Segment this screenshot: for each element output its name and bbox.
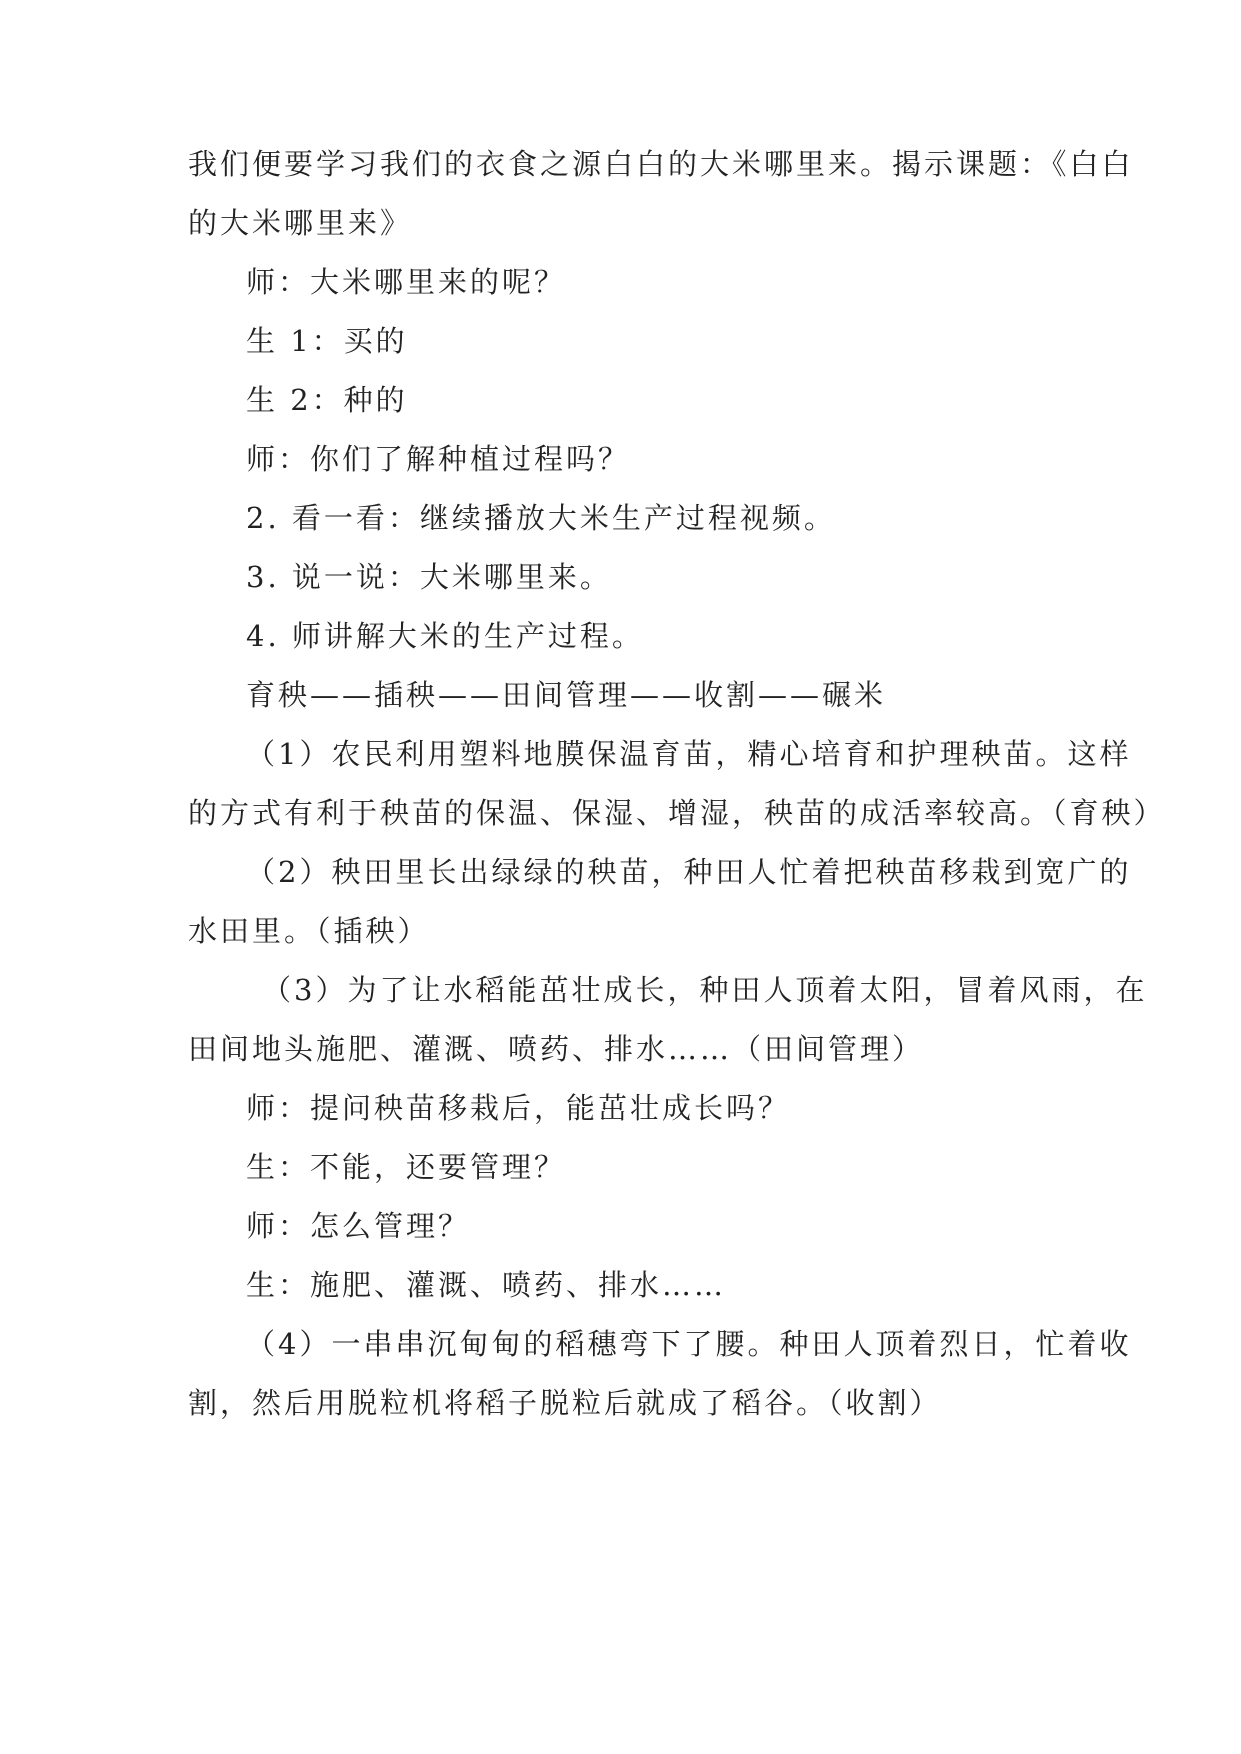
text-line: 4. 师讲解大米的生产过程。	[246, 619, 644, 653]
text-line: 的大米哪里来》	[188, 206, 413, 240]
text-line: 生：施肥、灌溉、喷药、排水……	[246, 1268, 727, 1302]
text-line: 生 1：买的	[246, 324, 408, 358]
text-line: （4）一串串沉甸甸的稻穗弯下了腰。种田人顶着烈日，忙着收	[246, 1327, 1132, 1361]
text-line: （2）秧田里长出绿绿的秧苗，种田人忙着把秧苗移栽到宽广的	[246, 855, 1132, 889]
text-line: （3）为了让水稻能茁壮成长，种田人顶着太阳，冒着风雨，在	[262, 973, 1148, 1007]
text-line: 割，然后用脱粒机将稻子脱粒后就成了稻谷。（收割）	[188, 1386, 942, 1420]
text-line: 我们便要学习我们的衣食之源白白的大米哪里来。揭示课题：《白白	[188, 147, 1134, 181]
text-line: 师：提问秧苗移栽后，能茁壮成长吗？	[246, 1091, 791, 1125]
text-line: 3. 说一说：大米哪里来。	[246, 560, 612, 594]
text-line: 的方式有利于秧苗的保温、保湿、增湿，秧苗的成活率较高。（育秧）	[188, 796, 1166, 830]
text-line: 生：不能，还要管理？	[246, 1150, 567, 1184]
text-line: 田间地头施肥、灌溉、喷药、排水……（田间管理）	[188, 1032, 925, 1066]
text-line: （1）农民利用塑料地膜保温育苗，精心培育和护理秧苗。这样	[246, 737, 1132, 771]
text-line: 水田里。（插秧）	[188, 914, 430, 948]
text-line: 师：怎么管理？	[246, 1209, 471, 1243]
text-line: 育秧——插秧——田间管理——收割——碾米	[246, 678, 887, 712]
text-line: 师：大米哪里来的呢？	[246, 265, 567, 299]
text-line: 师：你们了解种植过程吗？	[246, 442, 631, 476]
text-line: 生 2：种的	[246, 383, 408, 417]
text-line: 2. 看一看：继续播放大米生产过程视频。	[246, 501, 836, 535]
